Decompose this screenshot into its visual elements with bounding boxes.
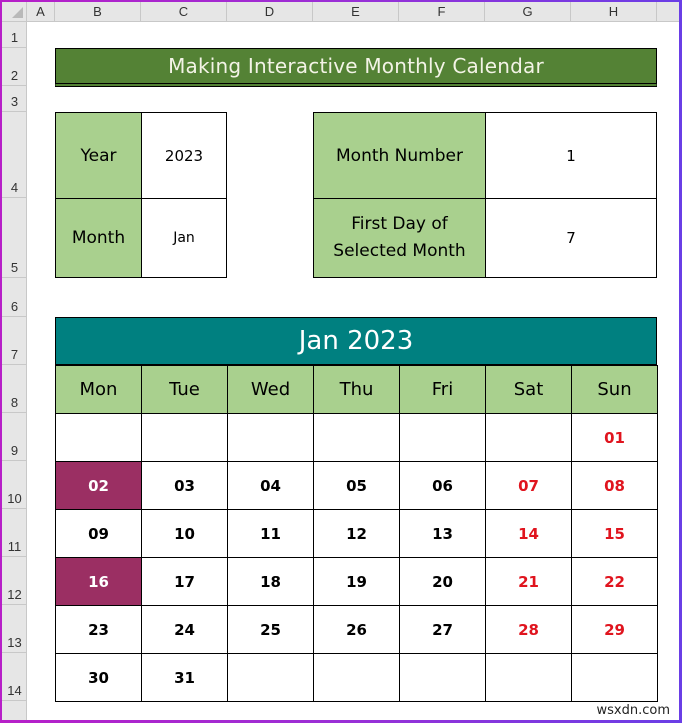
calendar-day-cell[interactable]: 22 xyxy=(571,557,658,606)
calendar-empty-cell[interactable] xyxy=(399,413,486,462)
row-header-14[interactable]: 14 xyxy=(2,653,27,701)
row-header-5[interactable]: 5 xyxy=(2,198,27,278)
calendar-day-cell[interactable]: 15 xyxy=(571,509,658,558)
calendar-empty-cell[interactable] xyxy=(313,413,400,462)
calendar-day-cell[interactable]: 05 xyxy=(313,461,400,510)
row-header-6[interactable]: 6 xyxy=(2,278,27,317)
row-header-4[interactable]: 4 xyxy=(2,112,27,198)
row-header-7[interactable]: 7 xyxy=(2,317,27,365)
calendar-day-cell[interactable]: 20 xyxy=(399,557,486,606)
first-day-label-line2: Selected Month xyxy=(333,241,466,261)
weekday-header-fri[interactable]: Fri xyxy=(399,365,486,414)
column-header-g[interactable]: G xyxy=(485,2,571,22)
calendar-day-cell[interactable]: 08 xyxy=(571,461,658,510)
calendar-day-cell[interactable]: 12 xyxy=(313,509,400,558)
calendar-empty-cell[interactable] xyxy=(227,653,314,702)
calendar-day-cell[interactable]: 24 xyxy=(141,605,228,654)
row-header-11[interactable]: 11 xyxy=(2,509,27,557)
year-input[interactable]: 2023 xyxy=(141,112,227,199)
calendar-empty-cell[interactable] xyxy=(313,653,400,702)
calendar-day-cell[interactable]: 29 xyxy=(571,605,658,654)
calendar-day-cell[interactable]: 04 xyxy=(227,461,314,510)
calendar-day-cell[interactable]: 01 xyxy=(571,413,658,462)
column-header-f[interactable]: F xyxy=(399,2,485,22)
calendar-day-cell[interactable]: 14 xyxy=(485,509,572,558)
select-all-triangle-icon xyxy=(12,7,23,18)
calendar-day-cell[interactable]: 27 xyxy=(399,605,486,654)
select-all-corner[interactable] xyxy=(2,2,27,22)
first-day-label-line1: First Day of xyxy=(351,214,448,234)
calendar-day-cell[interactable]: 19 xyxy=(313,557,400,606)
row-header-10[interactable]: 10 xyxy=(2,461,27,509)
column-header-h[interactable]: H xyxy=(571,2,657,22)
month-label: Month xyxy=(55,198,142,278)
calendar-empty-cell[interactable] xyxy=(485,413,572,462)
column-header-d[interactable]: D xyxy=(227,2,313,22)
row-header-3[interactable]: 3 xyxy=(2,86,27,112)
weekday-header-sat[interactable]: Sat xyxy=(485,365,572,414)
weekday-header-thu[interactable]: Thu xyxy=(313,365,400,414)
column-header-c[interactable]: C xyxy=(141,2,227,22)
calendar-day-cell[interactable]: 25 xyxy=(227,605,314,654)
month-number-value[interactable]: 1 xyxy=(485,112,657,199)
calendar-day-cell[interactable]: 23 xyxy=(55,605,142,654)
column-header-a[interactable]: A xyxy=(27,2,55,22)
calendar-day-cell[interactable]: 26 xyxy=(313,605,400,654)
calendar-day-cell[interactable]: 03 xyxy=(141,461,228,510)
row-header-8[interactable]: 8 xyxy=(2,365,27,413)
calendar-day-cell[interactable]: 02 xyxy=(55,461,142,510)
column-header-b[interactable]: B xyxy=(55,2,141,22)
calendar-day-cell[interactable]: 21 xyxy=(485,557,572,606)
column-header-e[interactable]: E xyxy=(313,2,399,22)
calendar-empty-cell[interactable] xyxy=(571,653,658,702)
weekday-header-wed[interactable]: Wed xyxy=(227,365,314,414)
calendar-title[interactable]: Jan 2023 xyxy=(55,317,657,365)
calendar-day-cell[interactable]: 07 xyxy=(485,461,572,510)
calendar-day-cell[interactable]: 13 xyxy=(399,509,486,558)
calendar-empty-cell[interactable] xyxy=(141,413,228,462)
calendar-empty-cell[interactable] xyxy=(55,413,142,462)
calendar-empty-cell[interactable] xyxy=(485,653,572,702)
row-header-13[interactable]: 13 xyxy=(2,605,27,653)
weekday-header-sun[interactable]: Sun xyxy=(571,365,658,414)
row-header-1[interactable]: 1 xyxy=(2,22,27,48)
row-header-2[interactable]: 2 xyxy=(2,48,27,86)
calendar-day-cell[interactable]: 10 xyxy=(141,509,228,558)
year-label: Year xyxy=(55,112,142,199)
month-dropdown[interactable]: Jan xyxy=(141,198,227,278)
calendar-empty-cell[interactable] xyxy=(399,653,486,702)
title-banner[interactable]: Making Interactive Monthly Calendar xyxy=(55,48,657,87)
calendar-day-cell[interactable]: 16 xyxy=(55,557,142,606)
calendar-day-cell[interactable]: 31 xyxy=(141,653,228,702)
calendar-day-cell[interactable]: 06 xyxy=(399,461,486,510)
calendar-day-cell[interactable]: 17 xyxy=(141,557,228,606)
row-header-12[interactable]: 12 xyxy=(2,557,27,605)
calendar-day-cell[interactable]: 11 xyxy=(227,509,314,558)
calendar-day-cell[interactable]: 28 xyxy=(485,605,572,654)
calendar-day-cell[interactable]: 18 xyxy=(227,557,314,606)
watermark: wsxdn.com xyxy=(596,703,670,718)
weekday-header-tue[interactable]: Tue xyxy=(141,365,228,414)
calendar-empty-cell[interactable] xyxy=(227,413,314,462)
calendar-day-cell[interactable]: 09 xyxy=(55,509,142,558)
calendar-day-cell[interactable]: 30 xyxy=(55,653,142,702)
first-day-label xyxy=(313,198,486,278)
row-header-9[interactable]: 9 xyxy=(2,413,27,461)
first-day-value[interactable]: 7 xyxy=(485,198,657,278)
month-number-label: Month Number xyxy=(313,112,486,199)
weekday-header-mon[interactable]: Mon xyxy=(55,365,142,414)
